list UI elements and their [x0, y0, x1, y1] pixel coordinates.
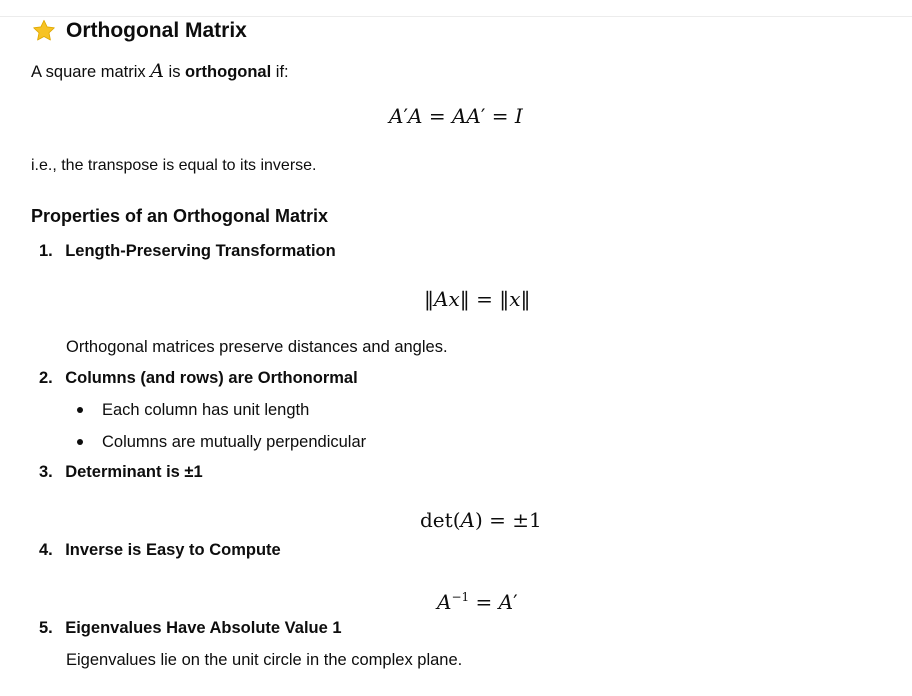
item-title: Columns (and rows) are Orthonormal	[65, 369, 358, 387]
item-description: Orthogonal matrices preserve distances and angles.	[66, 338, 448, 356]
bullet-text: Columns are mutually perpendicular	[102, 433, 367, 451]
item-number: 5.	[39, 619, 53, 637]
item-title: Inverse is Easy to Compute	[65, 541, 281, 559]
item-title: Length-Preserving Transformation	[65, 242, 336, 260]
page-title: Orthogonal Matrix	[66, 19, 247, 42]
length-preserving-formula: ‖Ax‖ = ‖x‖	[424, 287, 531, 311]
star-icon	[31, 18, 57, 44]
item-title: Determinant is ±1	[65, 463, 203, 481]
bullet-marker	[77, 439, 83, 445]
determinant-formula: det(A) = ±1	[420, 508, 542, 532]
intro-suffix: if:	[271, 63, 289, 81]
intro-prefix: A square matrix	[31, 63, 151, 81]
definition-note: i.e., the transpose is equal to its inverse.	[31, 157, 317, 174]
list-item-5	[39, 619, 342, 638]
intro-symbol: A	[150, 60, 164, 82]
item-number: 2.	[39, 369, 53, 387]
definition-formula: A′A = AA′ = I	[389, 104, 523, 128]
inverse-formula: $A^{-1} = A'$	[437, 590, 518, 614]
item-number: 1.	[39, 242, 53, 260]
section-title-row	[31, 16, 247, 46]
list-item-2	[39, 369, 358, 388]
intro-mid: is	[163, 63, 186, 81]
intro-paragraph	[31, 61, 289, 82]
list-item-4	[39, 541, 281, 560]
item-number: 4.	[39, 541, 53, 559]
list-item-1	[39, 242, 336, 261]
bullet-marker	[77, 407, 83, 413]
intro-keyword: orthogonal	[185, 63, 272, 81]
list-item-3	[39, 463, 203, 482]
bullet-text: Each column has unit length	[102, 401, 310, 419]
item-title: Eigenvalues Have Absolute Value 1	[65, 619, 342, 637]
item-description: Eigenvalues lie on the unit circle in the complex plane.	[66, 651, 463, 669]
item-number: 3.	[39, 463, 53, 481]
properties-heading: Properties of an Orthogonal Matrix	[31, 206, 329, 226]
